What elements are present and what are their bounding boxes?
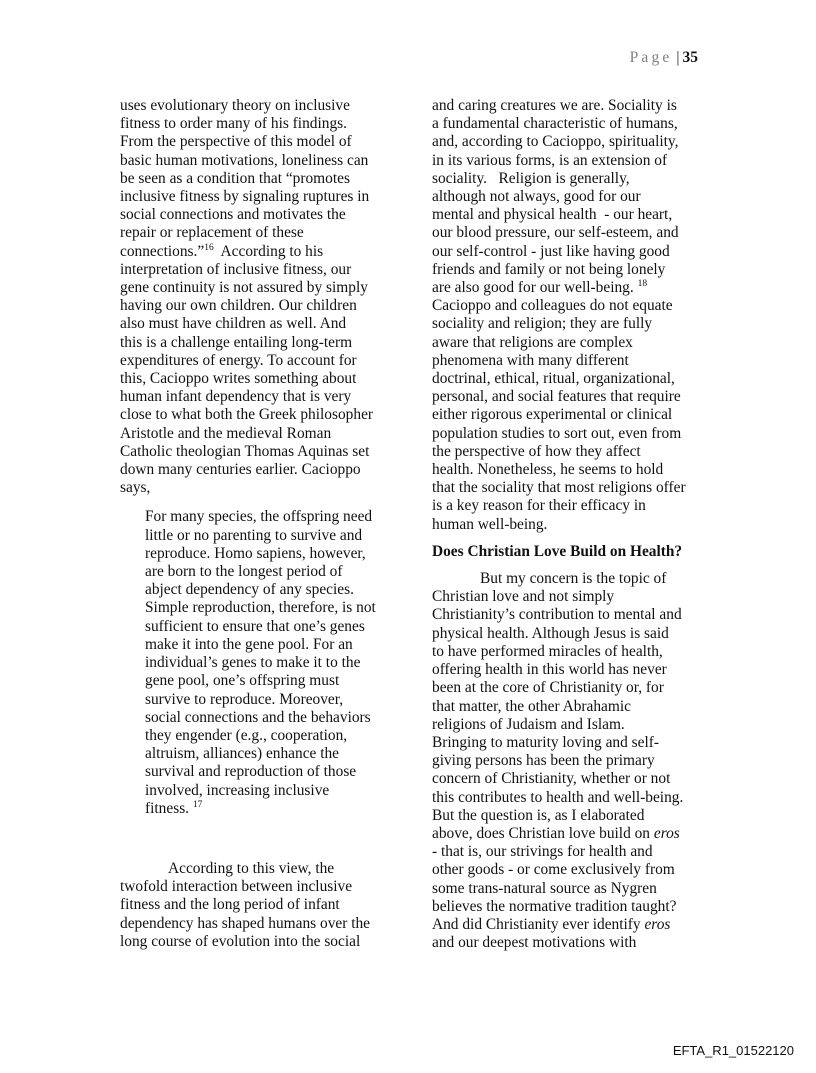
text-line: aware that religions are complex	[432, 333, 633, 351]
text-line: Christianity’s contribution to mental and	[432, 606, 682, 624]
text-fragment: are also good for our well-being.	[432, 279, 634, 297]
quote-line: sufficient to ensure that one’s genes	[145, 617, 365, 635]
text-line: having our own children. Our children	[120, 297, 357, 315]
text-line: says,	[120, 479, 151, 497]
text-line: Cacioppo and colleagues do not equate	[432, 297, 673, 315]
text-line: phenomena with many different	[432, 351, 629, 369]
text-fragment: And did Christianity ever identify	[432, 915, 645, 933]
quote-line: survive to reproduce. Moreover,	[145, 690, 344, 708]
quote-line: abject dependency of any species.	[145, 581, 354, 599]
quote-line: are born to the longest period of	[145, 563, 343, 581]
text-line: physical health. Although Jesus is said	[432, 624, 669, 642]
paragraph-christian-love	[432, 570, 704, 952]
text-line: According to this view, the	[168, 859, 335, 877]
text-line: gene continuity is not assured by simply	[120, 279, 368, 297]
text-line: although not always, good for our	[432, 188, 641, 206]
text-line: that the sociality that most religions offer	[432, 479, 686, 497]
footnote-ref-16[interactable]: 16	[204, 242, 214, 253]
text-line: is a key reason for their efficacy in	[432, 497, 646, 515]
quote-line: survival and reproduction of those	[145, 763, 357, 781]
text-line: and caring creatures we are. Sociality is	[432, 97, 677, 114]
text-line	[432, 825, 704, 843]
text-fragment: fitness.	[145, 799, 190, 817]
text-line: and our deepest motivations with	[432, 934, 637, 952]
text-line: But my concern is the topic of	[480, 570, 667, 588]
text-line: sociality. Religion is generally,	[432, 169, 630, 187]
section-heading: Does Christian Love Build on Health?	[432, 542, 683, 560]
text-line: some trans-natural source as Nygren	[432, 879, 657, 897]
right-column	[432, 97, 704, 952]
left-column	[120, 97, 398, 951]
quote-line: make it into the gene pool. For an	[145, 635, 353, 653]
text-line: From the perspective of this model of	[120, 133, 352, 151]
quote-line: Simple reproduction, therefore, is not	[145, 599, 376, 617]
text-line	[120, 243, 398, 261]
text-line: our self-control - just like having good	[432, 242, 670, 260]
text-line: down many centuries earlier. Cacioppo	[120, 461, 361, 479]
footnote-ref-18[interactable]: 18	[637, 279, 648, 290]
text-line: twofold interaction between inclusive	[120, 878, 353, 896]
text-fragment: above, does Christian love build on	[432, 824, 654, 842]
text-line	[432, 916, 704, 934]
text-line: Christian love and not simply	[432, 588, 615, 606]
text-line: expenditures of energy. To account for	[120, 351, 357, 369]
text-line: other goods - or come exclusively from	[432, 861, 675, 879]
quote-line: reproduce. Homo sapiens, however,	[145, 544, 366, 562]
text-line: uses evolutionary theory on inclusive	[120, 97, 350, 114]
paragraph-sociality	[432, 97, 704, 534]
text-fragment: connections.”	[120, 242, 205, 260]
text-line: mental and physical health - our heart,	[432, 206, 673, 224]
page-separator: |	[676, 49, 680, 66]
quote-line: involved, increasing inclusive	[145, 781, 330, 799]
text-line: be seen as a condition that “promotes	[120, 169, 350, 187]
page-number: 35	[682, 49, 698, 66]
text-line: But the question is, as I elaborated	[432, 806, 645, 824]
quote-line: individual’s genes to make it to the	[145, 654, 361, 672]
quote-line: they engender (e.g., cooperation,	[145, 726, 348, 744]
text-line: Bringing to maturity loving and self-	[432, 733, 659, 751]
text-line: sociality and religion; they are fully	[432, 315, 653, 333]
text-line: either rigorous experimental or clinical	[432, 406, 673, 424]
text-line: fitness to order many of his findings.	[120, 115, 347, 133]
text-line: this is a challenge entailing long-term	[120, 333, 353, 351]
spacer	[120, 818, 398, 860]
text-line: this contributes to health and well-being.	[432, 788, 684, 806]
text-line: Aristotle and the medieval Roman	[120, 424, 332, 442]
text-line: been at the core of Christianity or, for	[432, 679, 664, 697]
text-line: inclusive fitness by signaling ruptures in	[120, 188, 370, 206]
text-line: social connections and motivates the	[120, 206, 346, 224]
text-line: our blood pressure, our self-esteem, and	[432, 224, 679, 242]
text-line: believes the normative tradition taught?	[432, 897, 677, 915]
text-line: a fundamental characteristic of humans,	[432, 115, 678, 133]
text-line: population studies to sort out, even from	[432, 424, 682, 442]
text-line: fitness and the long period of infant	[120, 896, 340, 914]
footnote-ref-17[interactable]: 17	[192, 799, 203, 810]
page-label: Page	[629, 49, 673, 66]
text-line: friends and family or not being lonely	[432, 260, 666, 278]
text-line: Catholic theologian Thomas Aquinas set	[120, 442, 370, 460]
quote-line: little or no parenting to survive and	[145, 526, 363, 544]
text-line: also must have children as well. And	[120, 315, 347, 333]
document-id: EFTA_R1_01522120	[672, 1043, 794, 1058]
text-fragment: According to his	[213, 242, 324, 260]
italic-term-eros: eros	[644, 915, 671, 933]
paragraph-intro	[120, 97, 398, 497]
text-line: giving persons has been the primary	[432, 752, 655, 770]
block-quote	[145, 508, 398, 817]
text-line: dependency has shaped humans over the	[120, 914, 371, 932]
quote-line: social connections and the behaviors	[145, 708, 371, 726]
text-line	[432, 279, 704, 297]
text-line: this, Cacioppo writes something about	[120, 370, 357, 388]
quote-line: For many species, the offspring need	[145, 508, 373, 526]
text-line: the perspective of how they affect	[432, 442, 641, 460]
text-line: personal, and social features that require	[432, 388, 681, 406]
quote-line: gene pool, one’s offspring must	[145, 672, 340, 690]
quote-line: altruism, alliances) enhance the	[145, 745, 340, 763]
quote-line	[145, 800, 398, 818]
text-line: human well-being.	[432, 515, 548, 533]
text-line: in its various forms, is an extension of	[432, 151, 668, 169]
text-line: doctrinal, ethical, ritual, organizational,	[432, 370, 675, 388]
text-line: concern of Christianity, whether or not	[432, 770, 671, 788]
text-line: basic human motivations, loneliness can	[120, 151, 369, 169]
text-line: repair or replacement of these	[120, 224, 304, 242]
text-line: close to what both the Greek philosopher	[120, 406, 374, 424]
text-line: human infant dependency that is very	[120, 388, 352, 406]
text-line: and, according to Cacioppo, spirituality,	[432, 133, 679, 151]
text-line: that matter, the other Abrahamic	[432, 697, 631, 715]
paragraph-according	[120, 860, 398, 951]
text-line: long course of evolution into the social	[120, 932, 361, 950]
text-line: religions of Judaism and Islam.	[432, 715, 625, 733]
italic-term-eros: eros	[653, 824, 680, 842]
text-line: to have performed miracles of health,	[432, 642, 663, 660]
text-line: offering health in this world has never	[432, 661, 667, 679]
text-line: health. Nonetheless, he seems to hold	[432, 461, 664, 479]
text-line: interpretation of inclusive fitness, our	[120, 260, 352, 278]
page-header	[630, 49, 698, 67]
text-line: - that is, our strivings for health and	[432, 843, 653, 861]
